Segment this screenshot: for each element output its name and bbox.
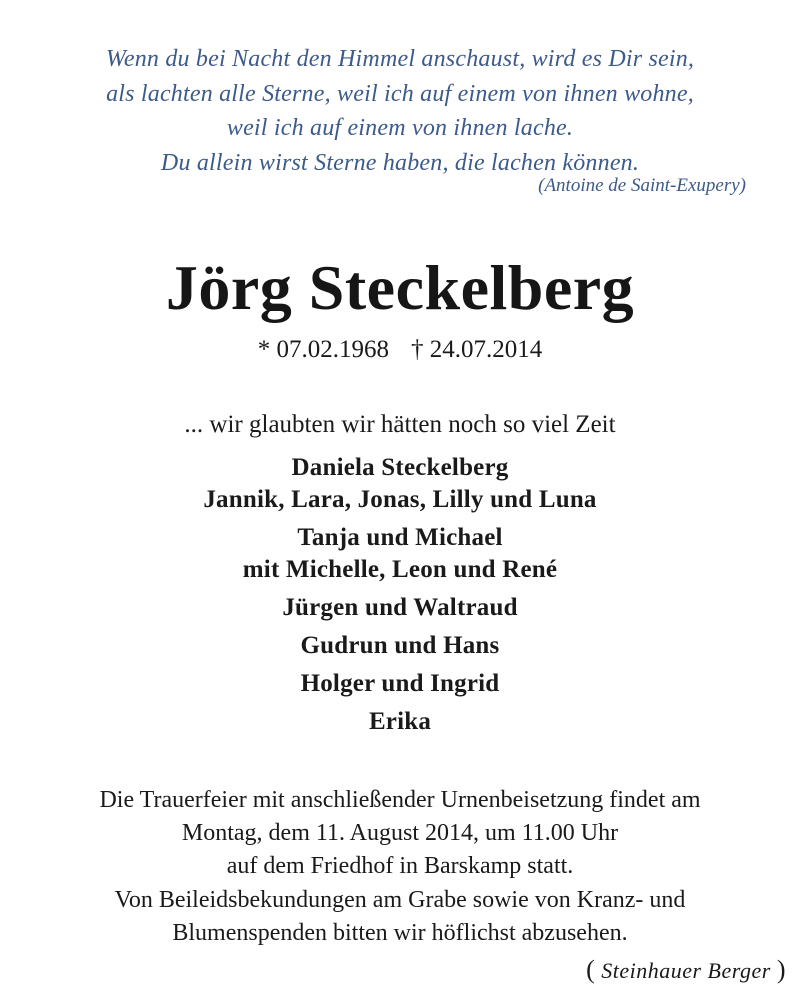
mourner-group	[0, 452, 800, 516]
signature-open-paren: (	[586, 955, 596, 984]
mourner-line: Daniela Steckelberg	[291, 454, 509, 481]
mourner-group	[0, 592, 800, 624]
mourner-line: Jürgen und Waltraud	[282, 594, 518, 621]
mourner-line: Tanja und Michael	[297, 524, 503, 551]
condolence-line: Von Beileidsbekundungen am Grabe sowie von Kranz- und	[114, 887, 686, 913]
mourner-group	[0, 706, 800, 738]
deceased-name: Jörg Steckelberg	[165, 252, 635, 323]
quote-line: weil ich auf einem von ihnen lache.	[226, 115, 574, 141]
notice-line: Montag, dem 11. August 2014, um 11.00 Uhr	[181, 820, 619, 846]
mourner-group	[0, 630, 800, 662]
death-date: † 24.07.2014	[411, 336, 543, 363]
mourner-group	[0, 522, 800, 586]
notice-line: auf dem Friedhof in Barskamp statt.	[226, 853, 574, 879]
funeral-notice	[0, 784, 800, 883]
condolence-note	[0, 884, 800, 950]
life-dates	[0, 334, 800, 366]
mourner-group	[0, 668, 800, 700]
quote-author: (Antoine de Saint-Exupery)	[538, 175, 746, 196]
quote-line: Du allein wirst Sterne haben, die lachen können.	[160, 149, 640, 176]
mourners-list	[0, 452, 800, 744]
mourner-line: mit Michelle, Leon und René	[242, 556, 558, 583]
mourner-line: Gudrun und Hans	[300, 632, 500, 659]
signature-text: Steinhauer Berger	[601, 958, 771, 983]
mourner-line: Jannik, Lara, Jonas, Lilly und Luna	[203, 486, 597, 513]
quote-block	[0, 42, 800, 180]
undertaker-signature	[586, 955, 786, 986]
birth-date: * 07.02.1968	[257, 336, 389, 363]
quote-line: Wenn du bei Nacht den Himmel anschaust, wird es Dir sein,	[105, 46, 695, 72]
condolence-line: Blumenspenden bitten wir höflichst abzusehen.	[172, 920, 628, 946]
motto: ... wir glaubten wir hätten noch so viel Zeit	[184, 411, 616, 438]
quote-line: als lachten alle Sterne, weil ich auf einem von ihnen wohne,	[106, 80, 694, 107]
notice-line: Die Trauerfeier mit anschließender Urnenbeisetzung findet am	[99, 787, 701, 813]
signature-close-paren: )	[776, 955, 786, 984]
mourner-line: Erika	[368, 708, 432, 735]
mourner-line: Holger und Ingrid	[300, 670, 500, 697]
